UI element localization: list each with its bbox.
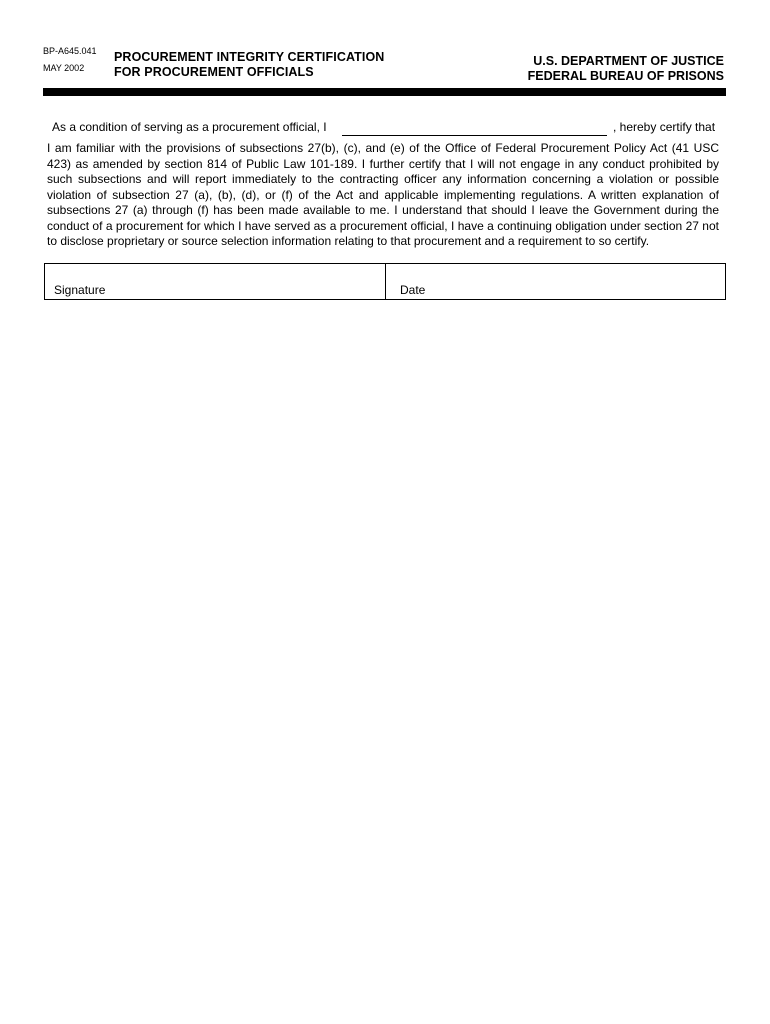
certification-statement	[52, 119, 717, 135]
signature-field[interactable]	[45, 264, 386, 299]
agency-line-1: U.S. DEPARTMENT OF JUSTICE	[533, 54, 724, 68]
certification-tail-text: , hereby certify that	[613, 120, 716, 134]
date-field[interactable]	[386, 264, 725, 299]
certification-paragraph: I am familiar with the provisions of subsections 27(b), (c), and (e) of the Office of Federal Procurement Policy Act (41 USC 423) as amended by section 814 of Public Law 101-189. I further certify that I will not engage in any conduct prohibited by such subsections and will report immediately to the contracting officer any information concerning a violation or possible violation of subsection 27 (a), (b), (d), or (f) of the Act and applicable implementing regulations. A written explanation of subsections 27 (a) through (f) has been made available to me. I understand that should I leave the Government during the conduct of a procurement for which I have served as a procurement official, I have a continuing obligation under section 27 not to disclose proprietary or source selection information relating to that procurement and a requirement to so certify.	[47, 141, 719, 248]
agency-name	[528, 54, 724, 84]
signature-label: Signature	[54, 283, 106, 297]
form-identifier	[43, 45, 103, 79]
form-title	[114, 50, 384, 80]
header-divider	[43, 88, 726, 96]
form-number: BP-A645.041	[43, 46, 97, 56]
agency-line-2: FEDERAL BUREAU OF PRISONS	[527, 69, 724, 83]
date-label: Date	[400, 283, 426, 297]
signature-block	[44, 263, 726, 300]
form-date: MAY 2002	[43, 63, 85, 73]
form-title-line-2: FOR PROCUREMENT OFFICIALS	[114, 65, 314, 79]
certification-lead-text: As a condition of serving as a procurement official, I	[52, 120, 327, 134]
form-title-line-1: PROCUREMENT INTEGRITY CERTIFICATION	[114, 50, 385, 64]
official-name-field[interactable]	[342, 119, 607, 136]
